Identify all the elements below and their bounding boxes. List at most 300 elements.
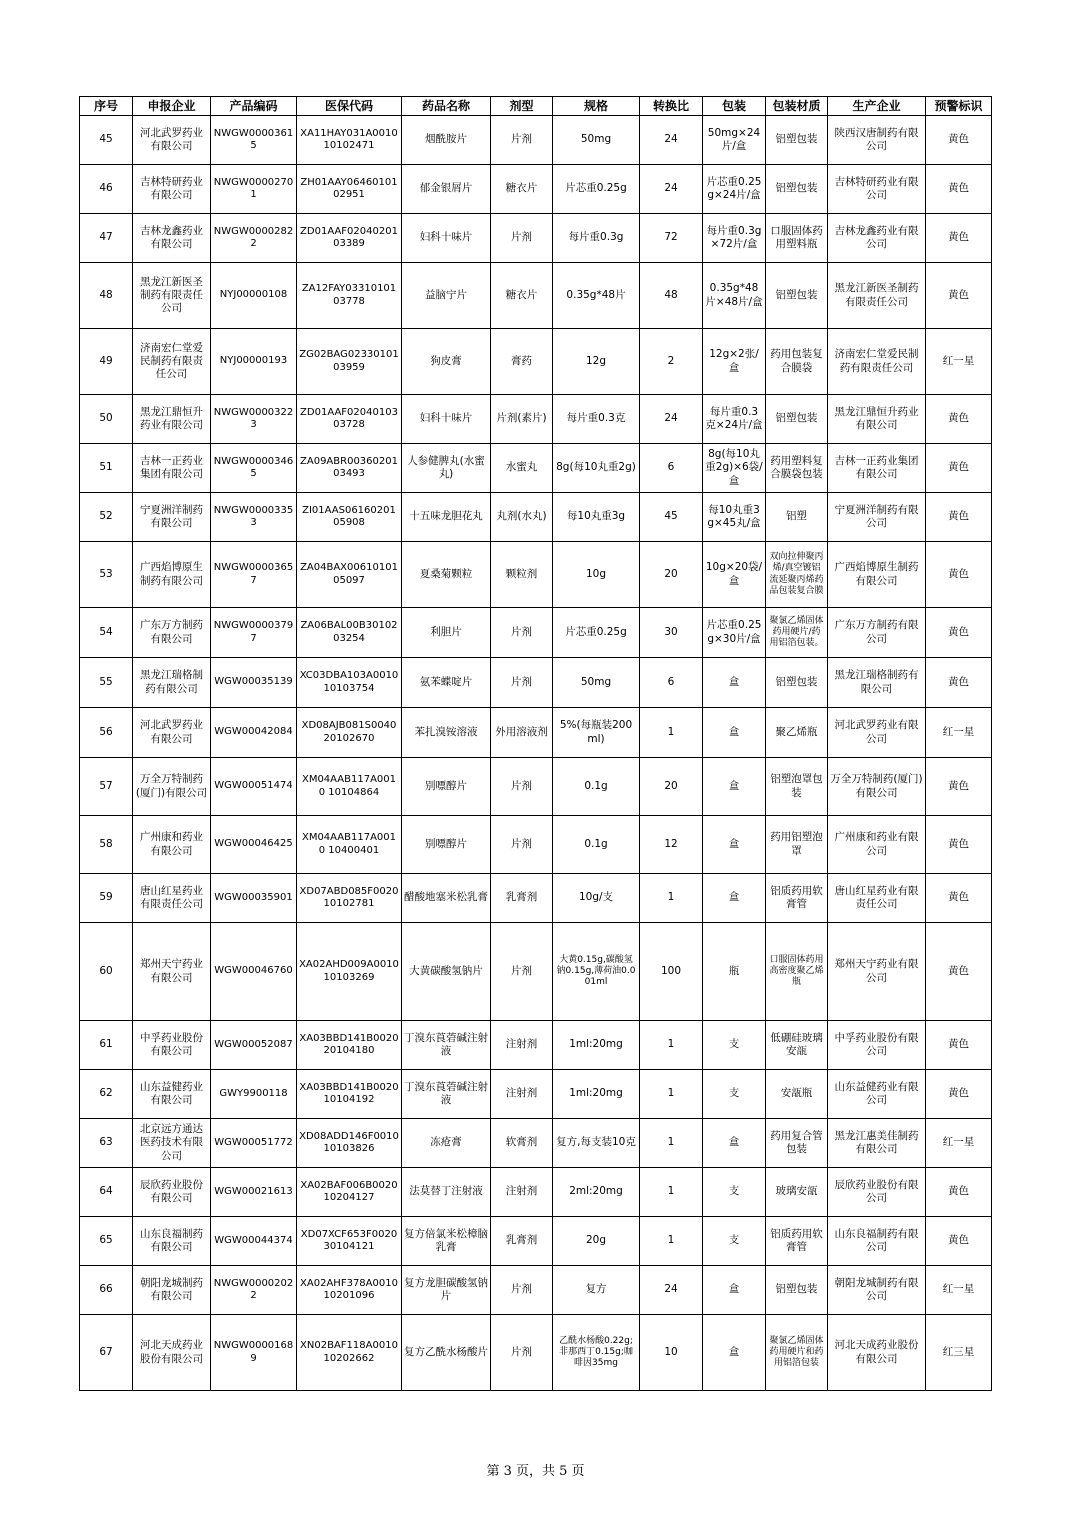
- cell-product-code: NWGW00003797: [211, 608, 297, 658]
- cell-package-material: 聚乙烯瓶: [766, 708, 828, 758]
- cell-manufacturer: 唐山红星药业有限责任公司: [828, 874, 926, 923]
- table-row: [80, 1070, 992, 1119]
- table-row: [80, 542, 992, 608]
- cell-insurance-code: XC03DBA103A0010 10103754: [297, 658, 402, 708]
- cell-applicant: 万全万特制药(厦门)有限公司: [133, 758, 211, 816]
- table-row: [80, 1021, 992, 1070]
- cell-conversion: 30: [640, 608, 703, 658]
- cell-conversion: 24: [640, 1266, 703, 1315]
- cell-product-code: NYJ00000193: [211, 329, 297, 395]
- cell-dosage-form: 片剂: [491, 816, 553, 874]
- cell-product-code: GWY9900118: [211, 1070, 297, 1119]
- cell-package-material: 聚氯乙烯固体药用硬片和药用铝箔包装: [766, 1315, 828, 1391]
- table-row: [80, 444, 992, 493]
- cell-conversion: 20: [640, 542, 703, 608]
- cell-manufacturer: 万全万特制药(厦门)有限公司: [828, 758, 926, 816]
- cell-drug-name: 别嘌醇片: [402, 816, 491, 874]
- cell-drug-name: 郁金银屑片: [402, 165, 491, 214]
- cell-insurance-code: ZD01AAF02040201 03389: [297, 214, 402, 263]
- cell-drug-name: 丁溴东莨菪碱注射液: [402, 1021, 491, 1070]
- cell-package-material: 口服固体药用塑料瓶: [766, 214, 828, 263]
- cell-index: 61: [80, 1021, 133, 1070]
- cell-drug-name: 苯扎溴铵溶液: [402, 708, 491, 758]
- cell-spec: 10g: [553, 542, 640, 608]
- cell-spec: 2ml:20mg: [553, 1168, 640, 1217]
- cell-product-code: WGW00051474: [211, 758, 297, 816]
- cell-package: 盒: [703, 816, 766, 874]
- table-row: [80, 165, 992, 214]
- cell-warning: 黄色: [926, 214, 992, 263]
- cell-spec: 10g/支: [553, 874, 640, 923]
- cell-insurance-code: ZA06BAL00B30102 03254: [297, 608, 402, 658]
- cell-drug-name: 复方龙胆碳酸氢钠片: [402, 1266, 491, 1315]
- cell-warning: 黄色: [926, 816, 992, 874]
- cell-package: 50mg×24片/盒: [703, 116, 766, 165]
- drug-warning-table: [79, 96, 992, 1391]
- cell-insurance-code: ZD01AAF02040103 03728: [297, 395, 402, 444]
- cell-manufacturer: 吉林龙鑫药业有限公司: [828, 214, 926, 263]
- cell-spec: 12g: [553, 329, 640, 395]
- cell-package: 8g(每10丸重2g)×6袋/盒: [703, 444, 766, 493]
- cell-package-material: 玻璃安瓿: [766, 1168, 828, 1217]
- cell-conversion: 12: [640, 816, 703, 874]
- cell-package-material: 铝塑包装: [766, 165, 828, 214]
- cell-conversion: 1: [640, 874, 703, 923]
- cell-package: 支: [703, 1021, 766, 1070]
- cell-index: 66: [80, 1266, 133, 1315]
- cell-applicant: 黑龙江瑞格制药有限公司: [133, 658, 211, 708]
- cell-warning: 黄色: [926, 493, 992, 542]
- cell-package: 盒: [703, 874, 766, 923]
- col-header-insurance-code: 医保代码: [297, 97, 402, 116]
- cell-insurance-code: XN02BAF118A0010 10202662: [297, 1315, 402, 1391]
- cell-spec: 1ml:20mg: [553, 1021, 640, 1070]
- cell-warning: 黄色: [926, 758, 992, 816]
- cell-dosage-form: 注射剂: [491, 1070, 553, 1119]
- cell-product-code: NWGW00003615: [211, 116, 297, 165]
- cell-dosage-form: 乳膏剂: [491, 874, 553, 923]
- cell-spec: 0.1g: [553, 758, 640, 816]
- col-header-warning: 预警标识: [926, 97, 992, 116]
- cell-conversion: 45: [640, 493, 703, 542]
- cell-warning: 黄色: [926, 263, 992, 329]
- cell-index: 50: [80, 395, 133, 444]
- cell-manufacturer: 山东良福制药有限公司: [828, 1217, 926, 1266]
- cell-spec: 50mg: [553, 116, 640, 165]
- cell-package-material: 药用包装复合膜袋: [766, 329, 828, 395]
- cell-dosage-form: 丸剂(水丸): [491, 493, 553, 542]
- cell-manufacturer: 辰欣药业股份有限公司: [828, 1168, 926, 1217]
- cell-warning: 红一星: [926, 708, 992, 758]
- cell-spec: 0.35g*48片: [553, 263, 640, 329]
- cell-spec: 每片重0.3克: [553, 395, 640, 444]
- cell-product-code: NWGW00003465: [211, 444, 297, 493]
- table-row: [80, 1266, 992, 1315]
- cell-applicant: 广西焰博原生制药有限公司: [133, 542, 211, 608]
- cell-package: 片芯重0.25g×30片/盒: [703, 608, 766, 658]
- cell-package: 片芯重0.25g×24片/盒: [703, 165, 766, 214]
- cell-manufacturer: 黑龙江瑞格制药有限公司: [828, 658, 926, 708]
- cell-index: 54: [80, 608, 133, 658]
- cell-warning: 黄色: [926, 1070, 992, 1119]
- cell-conversion: 100: [640, 923, 703, 1021]
- cell-index: 51: [80, 444, 133, 493]
- col-header-conversion: 转换比: [640, 97, 703, 116]
- cell-package-material: 药用复合管包装: [766, 1119, 828, 1168]
- cell-index: 46: [80, 165, 133, 214]
- cell-index: 47: [80, 214, 133, 263]
- cell-applicant: 唐山红星药业有限责任公司: [133, 874, 211, 923]
- cell-warning: 红一星: [926, 1266, 992, 1315]
- cell-conversion: 6: [640, 658, 703, 708]
- table-row: [80, 329, 992, 395]
- table-row: [80, 1119, 992, 1168]
- cell-applicant: 广州康和药业有限公司: [133, 816, 211, 874]
- cell-conversion: 24: [640, 165, 703, 214]
- col-header-package-material: 包装材质: [766, 97, 828, 116]
- cell-warning: 黄色: [926, 658, 992, 708]
- cell-drug-name: 法莫替丁注射液: [402, 1168, 491, 1217]
- cell-insurance-code: XA03BBD141B0020 20104180: [297, 1021, 402, 1070]
- cell-package-material: 安瓿瓶: [766, 1070, 828, 1119]
- cell-package-material: 铝塑包装: [766, 1266, 828, 1315]
- cell-product-code: WGW00046760: [211, 923, 297, 1021]
- cell-index: 65: [80, 1217, 133, 1266]
- cell-dosage-form: 片剂: [491, 758, 553, 816]
- cell-dosage-form: 注射剂: [491, 1021, 553, 1070]
- cell-dosage-form: 颗粒剂: [491, 542, 553, 608]
- col-header-spec: 规格: [553, 97, 640, 116]
- cell-warning: 黄色: [926, 923, 992, 1021]
- cell-package: 每片重0.3克×24片/盒: [703, 395, 766, 444]
- cell-package-material: 铝塑包装: [766, 263, 828, 329]
- cell-drug-name: 丁溴东莨菪碱注射液: [402, 1070, 491, 1119]
- table-row: [80, 116, 992, 165]
- table-row: [80, 1168, 992, 1217]
- cell-spec: 0.1g: [553, 816, 640, 874]
- cell-insurance-code: XD07ABD085F0020 10102781: [297, 874, 402, 923]
- cell-manufacturer: 朝阳龙城制药有限公司: [828, 1266, 926, 1315]
- cell-index: 62: [80, 1070, 133, 1119]
- table-row: [80, 395, 992, 444]
- cell-index: 57: [80, 758, 133, 816]
- cell-product-code: NWGW00003223: [211, 395, 297, 444]
- cell-insurance-code: ZG02BAG02330101 03959: [297, 329, 402, 395]
- cell-dosage-form: 片剂: [491, 116, 553, 165]
- col-header-applicant: 申报企业: [133, 97, 211, 116]
- cell-applicant: 朝阳龙城制药有限公司: [133, 1266, 211, 1315]
- cell-applicant: 广东万方制药有限公司: [133, 608, 211, 658]
- cell-conversion: 1: [640, 1217, 703, 1266]
- cell-dosage-form: 外用溶液剂: [491, 708, 553, 758]
- cell-applicant: 辰欣药业股份有限公司: [133, 1168, 211, 1217]
- table-row: [80, 708, 992, 758]
- cell-warning: 红一星: [926, 329, 992, 395]
- cell-conversion: 1: [640, 1168, 703, 1217]
- cell-conversion: 72: [640, 214, 703, 263]
- cell-dosage-form: 水蜜丸: [491, 444, 553, 493]
- cell-drug-name: 复方乙酰水杨酸片: [402, 1315, 491, 1391]
- cell-dosage-form: 乳膏剂: [491, 1217, 553, 1266]
- cell-applicant: 山东良福制药有限公司: [133, 1217, 211, 1266]
- cell-drug-name: 利胆片: [402, 608, 491, 658]
- cell-product-code: WGW00042084: [211, 708, 297, 758]
- table-row: [80, 816, 992, 874]
- cell-spec: 5%(每瓶装200ml): [553, 708, 640, 758]
- col-header-manufacturer: 生产企业: [828, 97, 926, 116]
- cell-applicant: 中孚药业股份有限公司: [133, 1021, 211, 1070]
- cell-dosage-form: 片剂(素片): [491, 395, 553, 444]
- cell-manufacturer: 河北天成药业股份有限公司: [828, 1315, 926, 1391]
- cell-product-code: NWGW00002701: [211, 165, 297, 214]
- cell-package: 瓶: [703, 923, 766, 1021]
- cell-package: 0.35g*48片×48片/盒: [703, 263, 766, 329]
- cell-drug-name: 冻疮膏: [402, 1119, 491, 1168]
- cell-manufacturer: 黑龙江鼎恒升药业有限公司: [828, 395, 926, 444]
- cell-conversion: 2: [640, 329, 703, 395]
- cell-drug-name: 别嘌醇片: [402, 758, 491, 816]
- cell-package-material: 药用塑料复合膜袋包装: [766, 444, 828, 493]
- cell-warning: 红三星: [926, 1315, 992, 1391]
- cell-manufacturer: 吉林一正药业集团有限公司: [828, 444, 926, 493]
- col-header-product-code: 产品编码: [211, 97, 297, 116]
- cell-product-code: WGW00035901: [211, 874, 297, 923]
- cell-spec: 片芯重0.25g: [553, 165, 640, 214]
- cell-applicant: 河北武罗药业有限公司: [133, 708, 211, 758]
- cell-dosage-form: 糖衣片: [491, 165, 553, 214]
- cell-applicant: 黑龙江鼎恒升药业有限公司: [133, 395, 211, 444]
- cell-package: 盒: [703, 1315, 766, 1391]
- cell-product-code: NWGW00002022: [211, 1266, 297, 1315]
- table-row: [80, 608, 992, 658]
- cell-index: 63: [80, 1119, 133, 1168]
- cell-drug-name: 十五味龙胆花丸: [402, 493, 491, 542]
- cell-dosage-form: 片剂: [491, 658, 553, 708]
- cell-index: 55: [80, 658, 133, 708]
- cell-product-code: NYJ00000108: [211, 263, 297, 329]
- cell-spec: 每片重0.3g: [553, 214, 640, 263]
- cell-warning: 黄色: [926, 116, 992, 165]
- cell-insurance-code: XD08ADD146F0010 10103826: [297, 1119, 402, 1168]
- table-row: [80, 214, 992, 263]
- cell-package: 支: [703, 1217, 766, 1266]
- cell-conversion: 10: [640, 1315, 703, 1391]
- cell-dosage-form: 片剂: [491, 214, 553, 263]
- cell-dosage-form: 糖衣片: [491, 263, 553, 329]
- table-row: [80, 1315, 992, 1391]
- cell-package-material: 聚氯乙烯固体药用硬片/药用铝箔包装。: [766, 608, 828, 658]
- cell-package: 盒: [703, 1119, 766, 1168]
- col-header-drug-name: 药品名称: [402, 97, 491, 116]
- cell-warning: 黄色: [926, 874, 992, 923]
- cell-dosage-form: 片剂: [491, 1266, 553, 1315]
- cell-drug-name: 妇科十味片: [402, 214, 491, 263]
- cell-warning: 黄色: [926, 165, 992, 214]
- cell-manufacturer: 陕西汉唐制药有限公司: [828, 116, 926, 165]
- cell-insurance-code: XA02AHD009A0010 10103269: [297, 923, 402, 1021]
- cell-manufacturer: 广东万方制药有限公司: [828, 608, 926, 658]
- cell-insurance-code: ZA09ABR00360201 03493: [297, 444, 402, 493]
- cell-package-material: 双向拉伸聚丙烯/真空镀铝流延聚丙烯药品包装复合膜: [766, 542, 828, 608]
- cell-index: 59: [80, 874, 133, 923]
- cell-spec: 每10丸重3g: [553, 493, 640, 542]
- cell-product-code: NWGW00003353: [211, 493, 297, 542]
- cell-insurance-code: XD08AJB081S0040 20102670: [297, 708, 402, 758]
- cell-insurance-code: XD07XCF653F0020 30104121: [297, 1217, 402, 1266]
- cell-insurance-code: ZH01AAY06460101 02951: [297, 165, 402, 214]
- cell-drug-name: 狗皮膏: [402, 329, 491, 395]
- cell-package-material: 铝塑包装: [766, 395, 828, 444]
- cell-dosage-form: 片剂: [491, 1315, 553, 1391]
- cell-drug-name: 妇科十味片: [402, 395, 491, 444]
- cell-manufacturer: 广西焰博原生制药有限公司: [828, 542, 926, 608]
- cell-applicant: 郑州天宁药业有限公司: [133, 923, 211, 1021]
- cell-manufacturer: 中孚药业股份有限公司: [828, 1021, 926, 1070]
- cell-warning: 黄色: [926, 1217, 992, 1266]
- col-header-dosage-form: 剂型: [491, 97, 553, 116]
- cell-product-code: WGW00035139: [211, 658, 297, 708]
- cell-insurance-code: XM04AAB117A0010 10104864: [297, 758, 402, 816]
- cell-drug-name: 夏桑菊颗粒: [402, 542, 491, 608]
- cell-index: 58: [80, 816, 133, 874]
- cell-spec: 20g: [553, 1217, 640, 1266]
- cell-package: 每10丸重3g×45丸/盒: [703, 493, 766, 542]
- cell-conversion: 6: [640, 444, 703, 493]
- cell-manufacturer: 河北武罗药业有限公司: [828, 708, 926, 758]
- cell-applicant: 河北天成药业股份有限公司: [133, 1315, 211, 1391]
- cell-package-material: 低硼硅玻璃安瓿: [766, 1021, 828, 1070]
- cell-warning: 黄色: [926, 1168, 992, 1217]
- cell-applicant: 吉林龙鑫药业有限公司: [133, 214, 211, 263]
- cell-insurance-code: ZI01AAS06160201 05908: [297, 493, 402, 542]
- cell-product-code: WGW00051772: [211, 1119, 297, 1168]
- cell-package-material: 口服固体药用高密度聚乙烯瓶: [766, 923, 828, 1021]
- cell-index: 60: [80, 923, 133, 1021]
- cell-drug-name: 人参健脾丸(水蜜丸): [402, 444, 491, 493]
- cell-applicant: 北京远方通达医药技术有限公司: [133, 1119, 211, 1168]
- cell-index: 48: [80, 263, 133, 329]
- cell-package: 盒: [703, 758, 766, 816]
- cell-spec: 复方,每支装10克: [553, 1119, 640, 1168]
- cell-index: 49: [80, 329, 133, 395]
- cell-applicant: 吉林特研药业有限公司: [133, 165, 211, 214]
- cell-conversion: 1: [640, 1119, 703, 1168]
- table-row: [80, 493, 992, 542]
- table-row: [80, 658, 992, 708]
- cell-package-material: 铝塑: [766, 493, 828, 542]
- cell-package: 每片重0.3g×72片/盒: [703, 214, 766, 263]
- cell-spec: 50mg: [553, 658, 640, 708]
- cell-insurance-code: XA02BAF006B0020 10204127: [297, 1168, 402, 1217]
- cell-spec: 大黄0.15g,碳酸氢钠0.15g,薄荷油0.001ml: [553, 923, 640, 1021]
- cell-conversion: 20: [640, 758, 703, 816]
- cell-package: 12g×2张/盒: [703, 329, 766, 395]
- col-header-index: 序号: [80, 97, 133, 116]
- cell-conversion: 24: [640, 116, 703, 165]
- cell-applicant: 河北武罗药业有限公司: [133, 116, 211, 165]
- cell-package-material: 铝质药用软膏管: [766, 1217, 828, 1266]
- cell-warning: 黄色: [926, 444, 992, 493]
- cell-product-code: WGW00044374: [211, 1217, 297, 1266]
- cell-package: 盒: [703, 658, 766, 708]
- cell-conversion: 1: [640, 1021, 703, 1070]
- cell-manufacturer: 吉林特研药业有限公司: [828, 165, 926, 214]
- cell-manufacturer: 黑龙江新医圣制药有限责任公司: [828, 263, 926, 329]
- table-row: [80, 758, 992, 816]
- cell-package-material: 铝质药用软膏管: [766, 874, 828, 923]
- cell-warning: 黄色: [926, 542, 992, 608]
- cell-spec: 复方: [553, 1266, 640, 1315]
- cell-index: 53: [80, 542, 133, 608]
- cell-package-material: 铝塑包装: [766, 116, 828, 165]
- cell-dosage-form: 软膏剂: [491, 1119, 553, 1168]
- table-row: [80, 923, 992, 1021]
- cell-product-code: NWGW00002822: [211, 214, 297, 263]
- cell-package-material: 铝塑泡罩包装: [766, 758, 828, 816]
- table-row: [80, 874, 992, 923]
- cell-conversion: 48: [640, 263, 703, 329]
- cell-package: 盒: [703, 1266, 766, 1315]
- cell-package: 盒: [703, 708, 766, 758]
- cell-insurance-code: XA02AHF378A0010 10201096: [297, 1266, 402, 1315]
- cell-manufacturer: 济南宏仁堂爱民制药有限责任公司: [828, 329, 926, 395]
- cell-drug-name: 醋酸地塞米松乳膏: [402, 874, 491, 923]
- cell-product-code: WGW00046425: [211, 816, 297, 874]
- cell-insurance-code: XA11HAY031A0010 10102471: [297, 116, 402, 165]
- cell-insurance-code: ZA04BAX00610101 05097: [297, 542, 402, 608]
- cell-warning: 黄色: [926, 395, 992, 444]
- cell-insurance-code: ZA12FAY03310101 03778: [297, 263, 402, 329]
- cell-applicant: 黑龙江新医圣制药有限责任公司: [133, 263, 211, 329]
- cell-drug-name: 烟酰胺片: [402, 116, 491, 165]
- cell-index: 64: [80, 1168, 133, 1217]
- cell-manufacturer: 广州康和药业有限公司: [828, 816, 926, 874]
- cell-drug-name: 大黄碳酸氢钠片: [402, 923, 491, 1021]
- page-footer: 第 3 页，共 5 页: [486, 1464, 585, 1479]
- cell-dosage-form: 片剂: [491, 608, 553, 658]
- cell-drug-name: 复方倍氯米松樟脑乳膏: [402, 1217, 491, 1266]
- cell-drug-name: 益脑宁片: [402, 263, 491, 329]
- cell-spec: 乙酰水杨酸0.22g;非那西丁0.15g;咖啡因35mg: [553, 1315, 640, 1391]
- cell-index: 45: [80, 116, 133, 165]
- cell-package: 支: [703, 1168, 766, 1217]
- cell-spec: 8g(每10丸重2g): [553, 444, 640, 493]
- cell-applicant: 山东益健药业有限公司: [133, 1070, 211, 1119]
- cell-warning: 黄色: [926, 608, 992, 658]
- cell-product-code: WGW00021613: [211, 1168, 297, 1217]
- col-header-package: 包装: [703, 97, 766, 116]
- cell-applicant: 济南宏仁堂爱民制药有限责任公司: [133, 329, 211, 395]
- table-header-row: [80, 97, 992, 116]
- cell-conversion: 1: [640, 1070, 703, 1119]
- cell-applicant: 吉林一正药业集团有限公司: [133, 444, 211, 493]
- cell-conversion: 24: [640, 395, 703, 444]
- cell-index: 67: [80, 1315, 133, 1391]
- cell-package: 10g×20袋/盒: [703, 542, 766, 608]
- cell-warning: 红一星: [926, 1119, 992, 1168]
- table-row: [80, 263, 992, 329]
- cell-spec: 片芯重0.25g: [553, 608, 640, 658]
- cell-dosage-form: 膏药: [491, 329, 553, 395]
- cell-insurance-code: XA03BBD141B0020 10104192: [297, 1070, 402, 1119]
- cell-package-material: 药用铝塑泡罩: [766, 816, 828, 874]
- cell-package: 支: [703, 1070, 766, 1119]
- cell-product-code: WGW00052087: [211, 1021, 297, 1070]
- cell-dosage-form: 片剂: [491, 923, 553, 1021]
- cell-index: 52: [80, 493, 133, 542]
- cell-index: 56: [80, 708, 133, 758]
- cell-insurance-code: XM04AAB117A0010 10400401: [297, 816, 402, 874]
